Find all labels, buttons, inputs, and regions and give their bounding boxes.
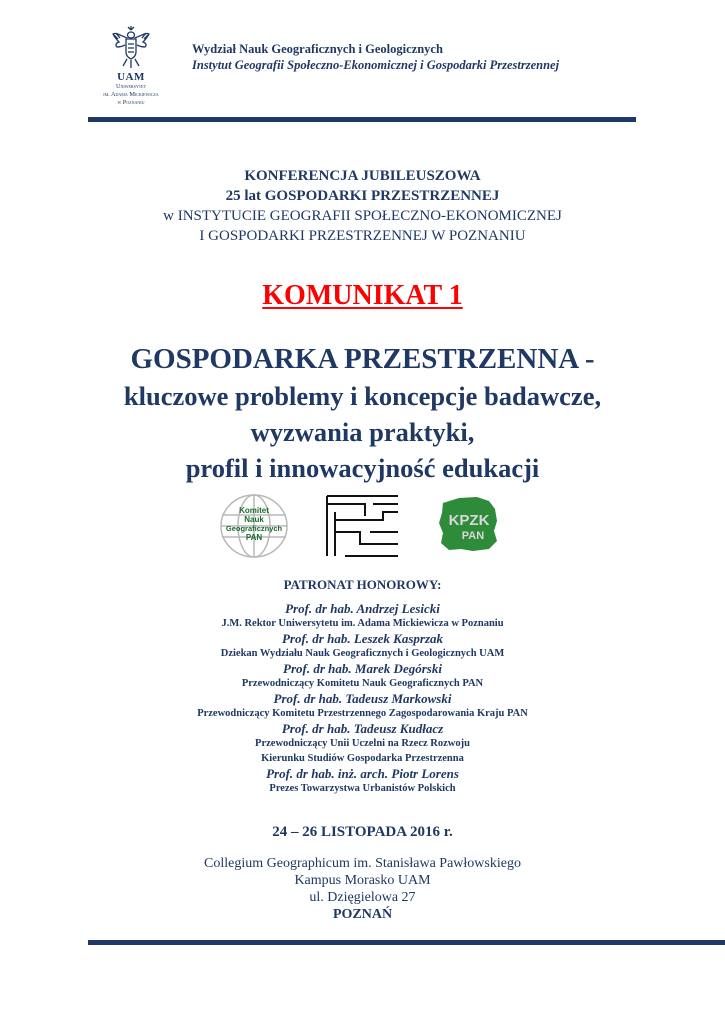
header-divider xyxy=(88,117,636,122)
uam-logo xyxy=(92,26,170,107)
patron-list xyxy=(0,601,725,796)
patron-name: Prof. dr hab. Leszek Kasprzak xyxy=(281,631,444,646)
patron-name: Prof. dr hab. Tadeusz Markowski xyxy=(273,691,452,706)
patron-role: Kierunku Studiów Gospodarka Przestrzenna xyxy=(261,753,464,764)
uam-wordmark: UAM xyxy=(117,71,145,83)
eagle-crest-icon xyxy=(111,26,151,70)
venue-line: Collegium Geographicum im. Stanisława Pawłowskiego xyxy=(204,856,521,871)
patron-role: J.M. Rektor Uniwersytetu im. Adama Mickiewicza w Poznaniu xyxy=(221,618,504,629)
komunikat-title: KOMUNIKAT 1 xyxy=(262,280,463,311)
kng-logo-text: PAN xyxy=(245,533,263,542)
main-title: GOSPODARKA PRZESTRZENNA - xyxy=(130,343,595,375)
university-name-line: im. Adama Mickiewicza xyxy=(103,91,159,98)
kpzk-pan-logo xyxy=(437,495,500,553)
subtitle-line: wyzwania praktyki, xyxy=(250,417,475,447)
conference-line: 25 lat GOSPODARKI PRZESTRZENNEJ xyxy=(225,188,500,204)
kng-logo-text: Nauk xyxy=(244,515,264,524)
kng-logo-text: Geograficznych xyxy=(225,524,283,533)
kpzk-logo-text: PAN xyxy=(461,530,485,542)
faculty-name: Wydział Nauk Geograficznych i Geologicznych xyxy=(192,42,443,56)
patron-role: Przewodniczący Komitetu Nauk Geograficznych PAN xyxy=(241,678,484,689)
kpzk-logo-text: KPZK xyxy=(448,512,490,529)
patron-role: Przewodniczący Unii Uczelni na Rzecz Rozwoju xyxy=(255,738,470,749)
venue-line: ul. Dzięgielowa 27 xyxy=(309,890,416,905)
footer-divider xyxy=(88,940,725,945)
patron-name: Prof. dr hab. Andrzej Lesicki xyxy=(285,601,440,616)
patron-name: Prof. dr hab. inż. arch. Piotr Lorens xyxy=(266,766,459,781)
subtitle-line: profil i innowacyjność edukacji xyxy=(185,453,540,483)
conference-line: KONFERENCJA JUBILEUSZOWA xyxy=(244,168,481,184)
conference-date: 24 – 26 LISTOPADA 2016 r. xyxy=(272,824,453,840)
conference-heading xyxy=(0,166,725,246)
venue-line: Kampus Morasko UAM xyxy=(294,873,431,888)
venue xyxy=(0,855,725,923)
conference-line: w INSTYTUCIE GEOGRAFII SPOŁECZNO-EKONOMICZNEJ xyxy=(163,208,562,224)
patron-name: Prof. dr hab. Marek Degórski xyxy=(283,661,442,676)
university-name-line: w Poznaniu xyxy=(117,99,145,106)
kng-pan-logo xyxy=(218,493,290,559)
kng-logo-text: Komitet xyxy=(239,506,269,515)
patron-role: Prezes Towarzystwa Urbanistów Polskich xyxy=(269,783,456,794)
patron-role: Dziekan Wydziału Nauk Geograficznych i Geologicznych UAM xyxy=(220,648,505,659)
university-name-line: Uniwersytet xyxy=(115,83,147,90)
patronat-heading: PATRONAT HONOROWY: xyxy=(283,577,442,592)
institute-maze-logo xyxy=(325,494,400,558)
patron-role: Przewodniczący Komitetu Przestrzennego Zagospodarowania Kraju PAN xyxy=(197,708,528,719)
institute-name: Instytut Geografii Społeczno-Ekonomicznej i Gospodarki Przestrzennej xyxy=(192,58,560,72)
subtitle-line: kluczowe problemy i koncepcje badawcze, xyxy=(123,381,602,411)
patron-name: Prof. dr hab. Tadeusz Kudłacz xyxy=(281,721,444,736)
conference-line: I GOSPODARKI PRZESTRZENNEJ W POZNANIU xyxy=(199,228,526,244)
venue-city: POZNAŃ xyxy=(332,907,393,922)
